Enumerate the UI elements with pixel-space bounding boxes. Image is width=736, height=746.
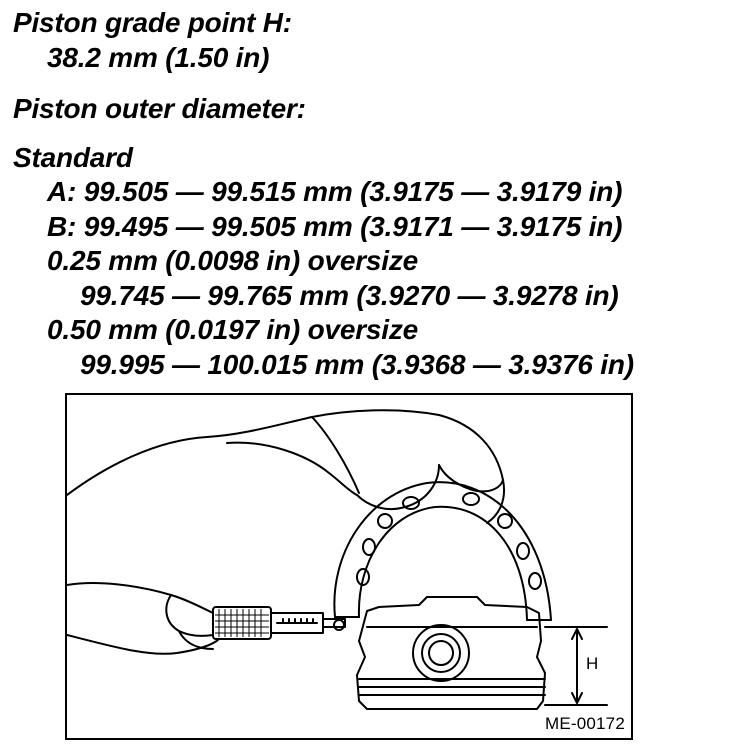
oversize-025-heading: 0.25 mm (0.0098 in) oversize [47, 245, 419, 276]
frame-hole [529, 573, 541, 589]
micrometer-measurement-figure [65, 393, 633, 740]
standard-heading: Standard [13, 142, 133, 173]
micrometer-thimble [213, 607, 271, 639]
grade-a-value: A: 99.505 — 99.515 mm (3.9175 — 3.9179 in) [47, 176, 623, 207]
figure-code: ME-00172 [544, 714, 625, 733]
frame-hole [378, 514, 392, 528]
lower-hand-outline [67, 635, 219, 654]
micrometer-lock [334, 620, 344, 630]
upper-finger-line [312, 417, 359, 493]
micrometer-frame-inner [359, 507, 527, 620]
frame-hole [517, 543, 529, 559]
oversize-050-heading: 0.50 mm (0.0197 in) oversize [47, 314, 419, 345]
grade-point-value: 38.2 mm (1.50 in) [47, 42, 270, 73]
lower-hand-outline [67, 583, 213, 613]
grade-b-value: B: 99.495 — 99.505 mm (3.9171 — 3.9175 in) [47, 211, 623, 242]
oversize-025-value: 99.745 — 99.765 mm (3.9270 — 3.9278 in) [80, 280, 619, 311]
grade-point-heading: Piston grade point H: [13, 7, 292, 38]
dimension-label-h: H [586, 654, 599, 673]
frame-hole [498, 514, 512, 528]
outer-diameter-heading: Piston outer diameter: [13, 93, 306, 124]
piston-outline [357, 597, 545, 709]
oversize-050-value: 99.995 — 100.015 mm (3.9368 — 3.9376 in) [80, 349, 634, 380]
upper-finger-line [357, 465, 439, 509]
frame-hole [463, 493, 479, 505]
frame-hole [363, 539, 375, 555]
micrometer-illustration [67, 395, 631, 738]
thimble-knurl [215, 609, 269, 637]
